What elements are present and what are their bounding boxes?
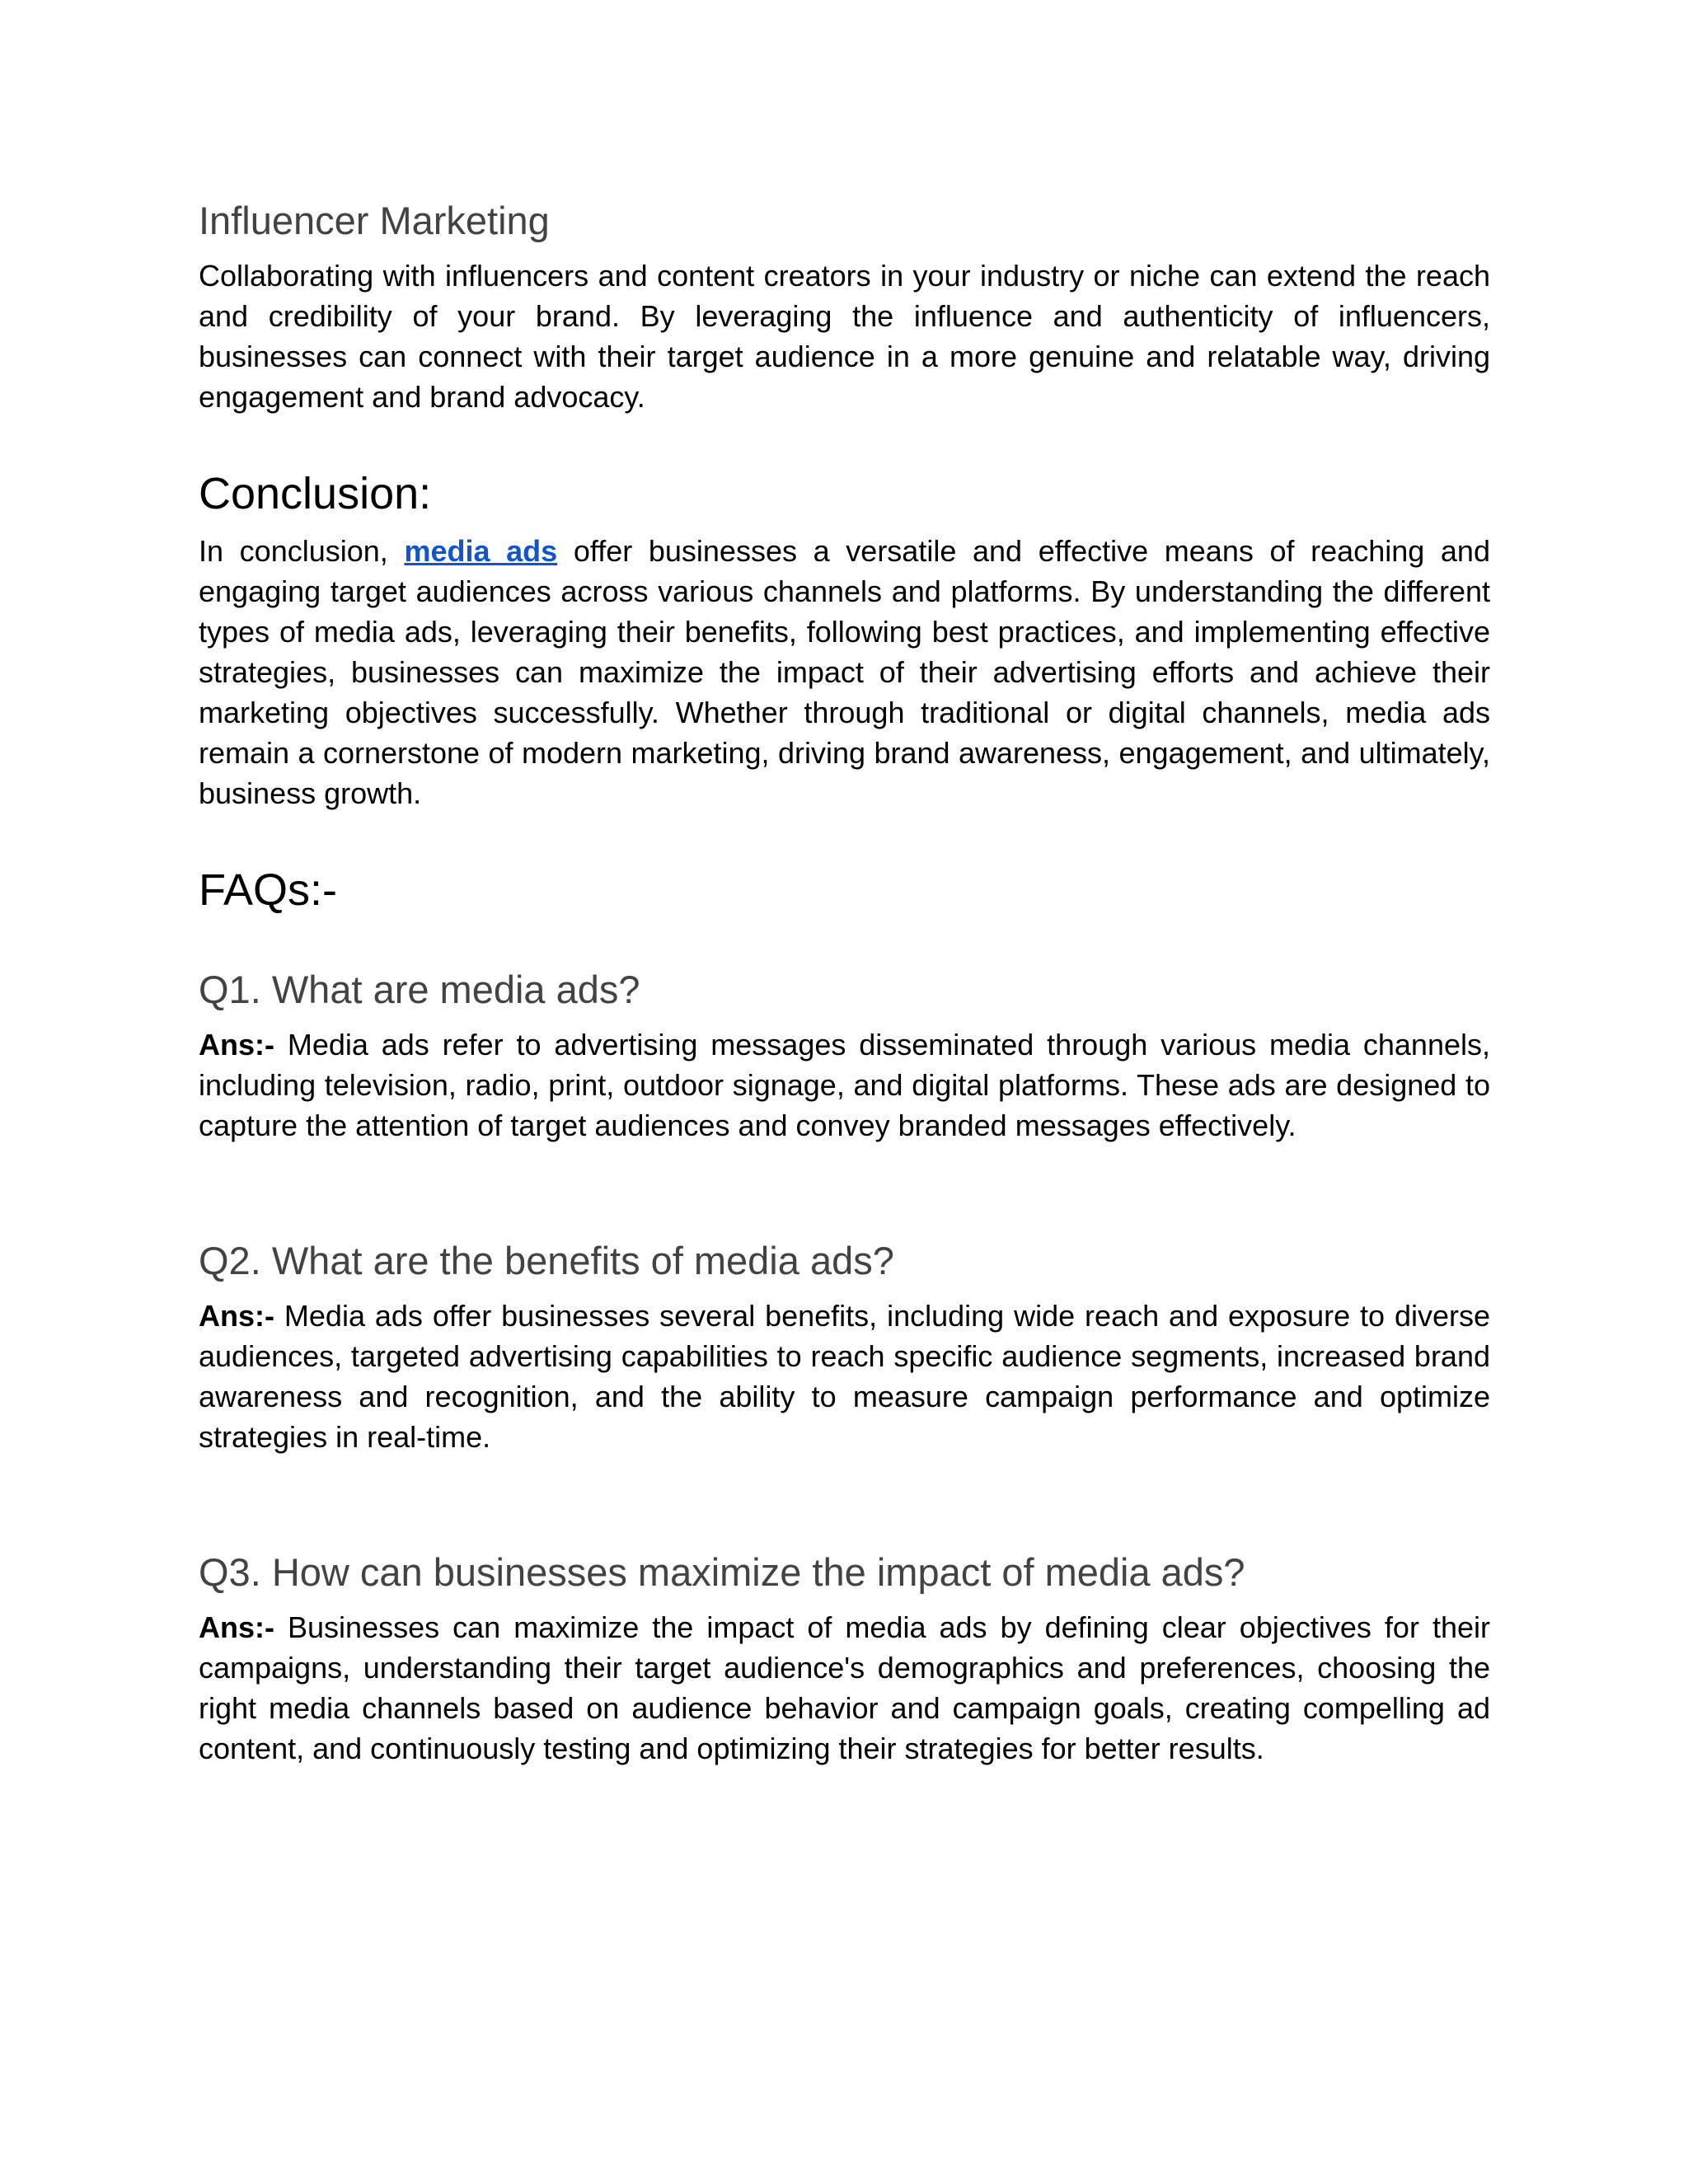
conclusion-paragraph [199, 531, 1490, 813]
answer-text: Media ads refer to advertising messages disseminated through various media channels, including television, radio, print, outdoor signage, and digital platforms. These ads are designed to capture the attention of target audiences and convey branded messages effectively. [199, 1028, 1490, 1142]
answer-label: Ans:- [199, 1028, 274, 1062]
influencer-marketing-heading: Influencer Marketing [199, 199, 550, 242]
answer-label: Ans:- [199, 1610, 274, 1644]
media-ads-link[interactable]: media ads [404, 534, 558, 568]
faq-answer-3 [199, 1607, 1490, 1769]
answer-text: Media ads offer businesses several benefits, including wide reach and exposure to diverse audiences, targeted advertising capabilities to reach specific audience segments, increased brand awareness and recognition, and the ability to measure campaign performance and optimize strategies in real-time. [199, 1299, 1490, 1454]
faq-answer-1 [199, 1024, 1490, 1146]
conclusion-heading: Conclusion: [199, 469, 432, 518]
faqs-heading: FAQs:- [199, 865, 338, 915]
faq-question-2: Q2. What are the benefits of media ads? [199, 1239, 894, 1282]
conclusion-text-start: In conclusion, [199, 534, 405, 568]
influencer-marketing-paragraph: Collaborating with influencers and content creators in your industry or niche can extend the reach and credibility of your brand. By leveraging the influence and authenticity of influencers, businesses can connect with their target audience in a more genuine and relatable way, driving engagement and brand advocacy. [199, 259, 1490, 414]
document-page [199, 194, 1490, 1769]
faq-question-3: Q3. How can businesses maximize the impact of media ads? [199, 1550, 1245, 1594]
faq-question-1: Q1. What are media ads? [199, 968, 640, 1011]
conclusion-text-end: offer businesses a versatile and effective means of reaching and engaging target audiences across various channels and platforms. By understanding the different types of media ads, leveraging their benefits, following best practices, and implementing effective strategies, businesses can maximize the impact of their advertising efforts and achieve their marketing objectives successfully. Whether through traditional or digital channels, media ads remain a cornerstone of modern marketing, driving brand awareness, engagement, and ultimately, business growth. [199, 534, 1490, 810]
answer-label: Ans:- [199, 1299, 274, 1333]
answer-text: Businesses can maximize the impact of media ads by defining clear objectives for their campaigns, understanding their target audience's demographics and preferences, choosing the right media channels based on audience behavior and campaign goals, creating compelling ad content, and continuously testing and optimizing their strategies for better results. [199, 1610, 1490, 1765]
faq-answer-2 [199, 1296, 1490, 1457]
